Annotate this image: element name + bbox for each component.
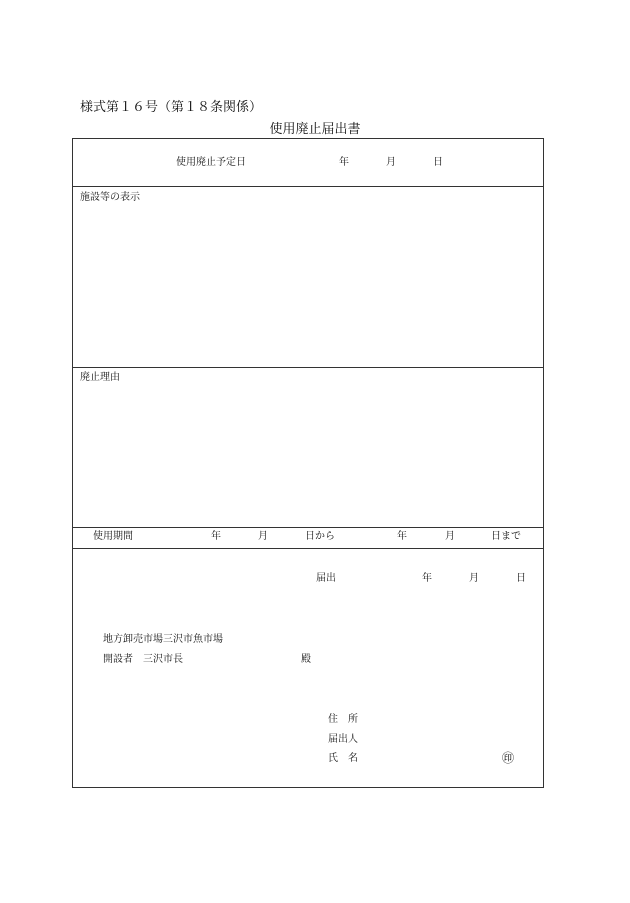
period-start-month: 月 [258,531,268,542]
row-divider [73,186,543,187]
honorific-dono: 殿 [301,654,311,665]
period-start-day: 日から [305,531,335,542]
row-divider [73,548,543,549]
submission-month: 月 [469,573,479,584]
planned-date-label: 使用廃止予定日 [176,157,246,168]
period-end-day: 日まで [491,531,521,542]
planned-date-year: 年 [339,157,349,168]
submission-day: 日 [516,573,526,584]
notification-form [72,138,544,788]
submission-date-label: 届出 [316,573,336,584]
facility-label: 施設等の表示 [80,192,140,203]
planned-date-day: 日 [433,157,443,168]
submission-year: 年 [422,573,432,584]
applicant-label: 届出人 [328,734,358,745]
address-label: 住 所 [328,714,358,725]
reason-label: 廃止理由 [80,372,120,383]
period-end-year: 年 [397,531,407,542]
period-label: 使用期間 [93,531,133,542]
row-divider [73,367,543,368]
period-start-year: 年 [211,531,221,542]
planned-date-month: 月 [386,157,396,168]
row-divider [73,527,543,528]
addressee-mayor: 開設者 三沢市長 [103,654,183,665]
form-number-header: 様式第１６号（第１８条関係） [80,100,263,115]
name-label: 氏 名 [328,753,358,764]
document-title: 使用廃止届出書 [269,122,361,137]
addressee-market: 地方卸売市場三沢市魚市場 [103,634,223,645]
period-end-month: 月 [445,531,455,542]
seal-mark: ㊞ [502,751,515,765]
